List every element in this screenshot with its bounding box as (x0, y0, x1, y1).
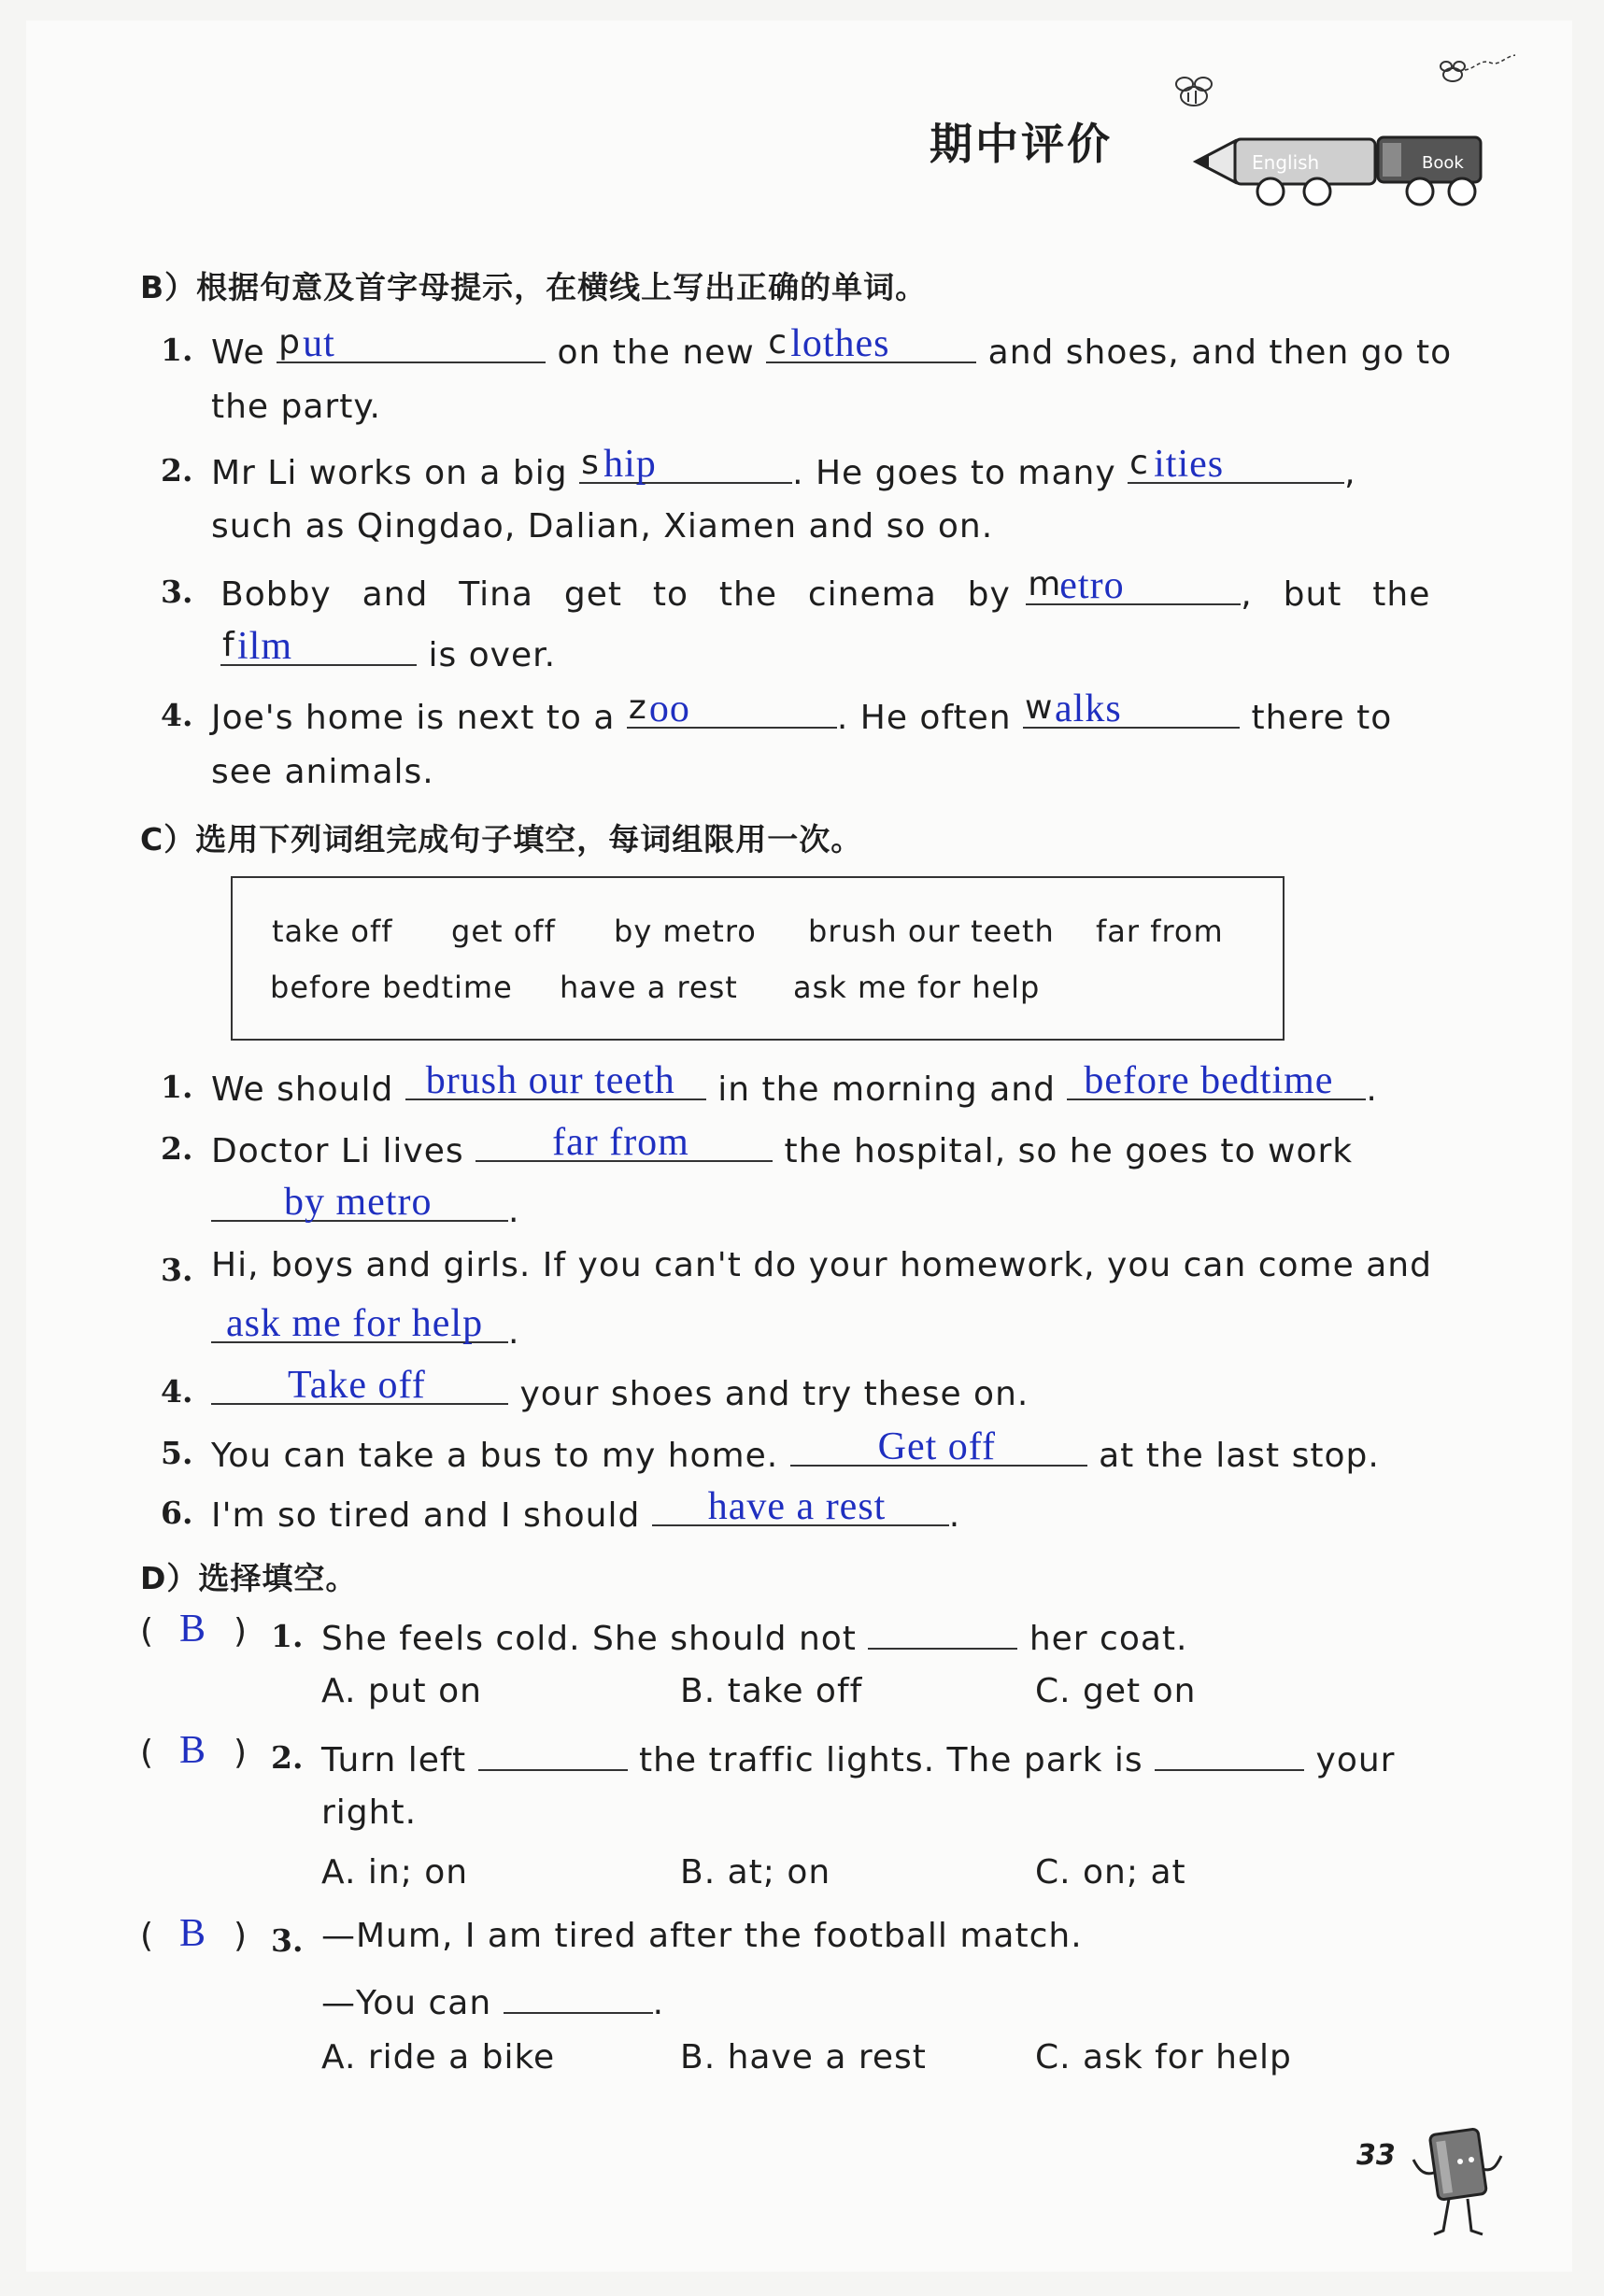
page-title: 期中评价 (930, 119, 1113, 169)
section-c-instruction: C）选用下列词组完成句子填空，每词组限用一次。 (140, 821, 863, 857)
handwritten-answer: oo (648, 687, 690, 730)
phrase: have a rest (560, 970, 738, 1005)
item-number: 2. (161, 452, 193, 489)
handwritten-answer: brush our teeth (425, 1059, 675, 1102)
fill-blank[interactable] (405, 1059, 706, 1102)
section-b-instruction: B）根据句意及首字母提示，在横线上写出正确的单词。 (140, 269, 928, 305)
handwritten-answer: alks (1055, 687, 1122, 730)
question-line-continued: right. (321, 1793, 418, 1832)
fill-blank[interactable]: c ities (1128, 446, 1344, 484)
book-icon (1378, 137, 1481, 205)
question-line: We p ut on the new c lothes and shoes, and then go to (211, 322, 1453, 372)
svg-text:English: English (1252, 151, 1320, 174)
section-d-instruction: D）选择填空。 (140, 1560, 358, 1596)
answer-paren-close: ) (234, 1734, 248, 1772)
fill-blank[interactable]: m etro (1026, 568, 1241, 605)
phrase-box (231, 876, 1285, 1041)
book-mascot-icon (1406, 2119, 1509, 2268)
fill-blank[interactable] (476, 1121, 773, 1164)
item-number: 3. (271, 1922, 304, 1959)
fill-blank[interactable] (1067, 1059, 1366, 1102)
fill-blank[interactable] (504, 1977, 653, 2014)
pencil-icon (1196, 139, 1375, 205)
question-line-continued: —You can . (321, 1977, 664, 2022)
fill-blank[interactable] (211, 1181, 508, 1224)
fill-blank[interactable] (211, 1302, 508, 1345)
fill-blank[interactable] (652, 1485, 949, 1528)
option-b[interactable]: B. take off (680, 1672, 863, 1710)
phrase: take off (272, 914, 393, 949)
handwritten-answer: ities (1154, 443, 1225, 486)
question-line: Bobby and Tina get to the cinema by m etro , but the (220, 564, 1431, 614)
handwritten-answer: have a rest (707, 1485, 887, 1528)
item-number: 5. (161, 1435, 193, 1471)
option-b[interactable]: B. at; on (680, 1853, 831, 1892)
item-number: 4. (161, 1373, 193, 1410)
handwritten-answer: before bedtime (1084, 1059, 1334, 1102)
question-line-continued: f ilm is over. (222, 625, 557, 674)
option-a[interactable]: A. ride a bike (321, 2038, 556, 2076)
fill-blank[interactable] (790, 1425, 1087, 1468)
item-number: 3. (161, 1252, 193, 1288)
item-number: 1. (161, 332, 193, 368)
option-a[interactable]: A. put on (321, 1672, 482, 1710)
fill-blank[interactable] (1155, 1734, 1304, 1771)
fill-blank[interactable]: s hip (579, 446, 792, 484)
handwritten-answer: far from (552, 1121, 689, 1164)
answer-paren-open: ( (140, 1917, 155, 1955)
fill-blank[interactable] (211, 1364, 508, 1407)
fill-blank[interactable]: z oo (627, 691, 837, 729)
handwritten-answer: by metro (284, 1181, 433, 1224)
phrase: far from (1096, 914, 1224, 949)
phrase: before bedtime (270, 970, 513, 1005)
item-number: 1. (271, 1618, 304, 1654)
choice-answer[interactable]: B (179, 1608, 206, 1651)
handwritten-answer: hip (603, 443, 657, 486)
question-line-continued: such as Qingdao, Dalian, Xiamen and so on. (211, 507, 994, 546)
fill-blank[interactable]: p ut (277, 326, 546, 363)
phrase: get off (451, 914, 556, 949)
question-line: Mr Li works on a big s hip . He goes to many c ities , (211, 443, 1356, 492)
handwritten-answer: ask me for help (226, 1302, 484, 1345)
item-number: 3. (161, 574, 193, 610)
handwritten-answer: Take off (288, 1364, 426, 1407)
question-line: I'm so tired and I should have a rest . (211, 1485, 961, 1535)
phrase: brush our teeth (808, 914, 1055, 949)
question-line: Turn left the traffic lights. The park is your (321, 1734, 1395, 1779)
question-line: —Mum, I am tired after the football match. (321, 1917, 1083, 1955)
answer-paren-open: ( (140, 1612, 155, 1651)
fill-blank[interactable]: w alks (1023, 691, 1240, 729)
question-line-continued: see animals. (211, 753, 434, 791)
page-number: 33 (1356, 2139, 1396, 2172)
fill-blank[interactable] (478, 1734, 628, 1771)
item-number: 1. (161, 1069, 193, 1105)
question-line: Joe's home is next to a z oo . He often w alks there to (211, 687, 1393, 737)
answer-paren-open: ( (140, 1734, 155, 1772)
question-line-continued: the party. (211, 388, 381, 426)
item-number: 2. (161, 1130, 193, 1167)
handwritten-answer: lothes (790, 322, 890, 365)
handwritten-answer: ut (303, 322, 335, 365)
question-line: Hi, boys and girls. If you can't do your homework, you can come and (211, 1246, 1432, 1284)
svg-text:Book: Book (1422, 153, 1464, 173)
pencil-book-illustration (1149, 51, 1541, 220)
question-line-continued: by metro . (211, 1184, 519, 1230)
fill-blank[interactable]: f ilm (220, 629, 417, 666)
option-a[interactable]: A. in; on (321, 1853, 469, 1892)
fill-blank[interactable]: c lothes (766, 326, 976, 363)
item-number: 2. (271, 1739, 304, 1776)
bee-icon (1441, 55, 1515, 81)
question-line: You can take a bus to my home. Get off at the last stop. (211, 1425, 1380, 1475)
handwritten-answer: ilm (237, 625, 293, 668)
phrase: ask me for help (793, 970, 1041, 1005)
answer-paren-close: ) (234, 1917, 248, 1955)
handwritten-answer: Get off (877, 1425, 997, 1468)
handwritten-answer: etro (1059, 564, 1125, 607)
question-line-continued: ask me for help . (211, 1306, 519, 1352)
option-c[interactable]: C. get on (1035, 1672, 1197, 1710)
item-number: 6. (161, 1495, 193, 1531)
bee-icon (1176, 78, 1212, 106)
answer-paren-close: ) (234, 1612, 248, 1651)
question-line: Doctor Li lives far from the hospital, so he goes to work (211, 1121, 1354, 1170)
phrase: by metro (614, 914, 757, 949)
option-c[interactable]: C. ask for help (1035, 2038, 1292, 2076)
fill-blank[interactable] (868, 1612, 1017, 1650)
question-line: She feels cold. She should not her coat. (321, 1612, 1187, 1658)
question-line: We should brush our teeth in the morning and before bedtime . (211, 1059, 1378, 1109)
item-number: 4. (161, 697, 193, 733)
option-c[interactable]: C. on; at (1035, 1853, 1186, 1892)
question-line: Take off your shoes and try these on. (211, 1368, 1029, 1413)
choice-answer[interactable]: B (179, 1912, 206, 1955)
option-b[interactable]: B. have a rest (680, 2038, 927, 2076)
choice-answer[interactable]: B (179, 1729, 206, 1772)
